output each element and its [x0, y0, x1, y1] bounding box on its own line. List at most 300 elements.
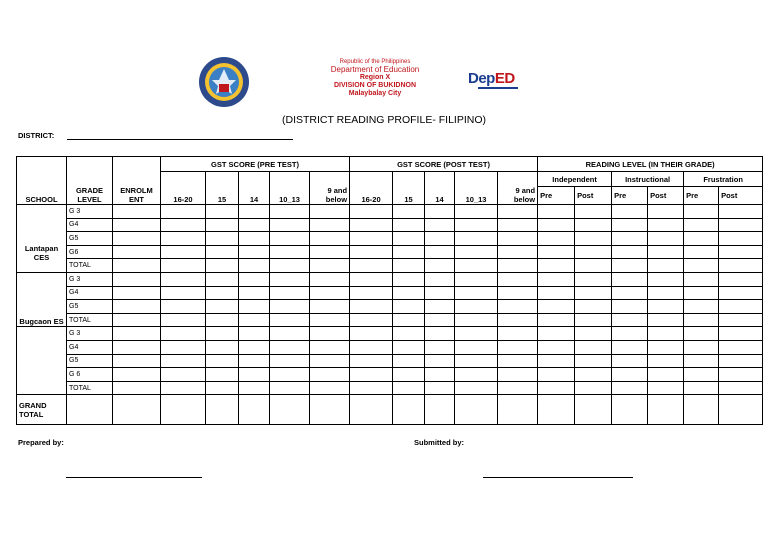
grand-total-row — [17, 395, 763, 425]
data-cell[interactable] — [239, 354, 270, 368]
pre-test-header: GST SCORE (PRE TEST) — [161, 157, 350, 172]
data-cell[interactable] — [161, 218, 206, 232]
data-cell[interactable] — [425, 381, 455, 395]
grade-level-cell: G 6 — [67, 368, 113, 382]
data-cell[interactable] — [393, 259, 425, 273]
data-cell[interactable] — [350, 205, 393, 219]
district-label: DISTRICT: — [18, 131, 55, 140]
data-cell[interactable] — [575, 381, 612, 395]
data-cell[interactable] — [538, 354, 575, 368]
data-cell[interactable] — [425, 272, 455, 286]
data-cell[interactable] — [310, 205, 350, 219]
data-cell[interactable] — [425, 232, 455, 246]
data-cell[interactable] — [684, 286, 719, 300]
data-cell[interactable] — [393, 395, 425, 425]
data-cell[interactable] — [684, 368, 719, 382]
data-cell[interactable] — [538, 300, 575, 314]
data-cell[interactable] — [612, 259, 648, 273]
data-cell[interactable] — [113, 218, 161, 232]
data-cell[interactable] — [393, 205, 425, 219]
data-cell[interactable] — [206, 245, 239, 259]
data-cell[interactable] — [538, 286, 575, 300]
data-cell[interactable] — [310, 368, 350, 382]
data-cell[interactable] — [498, 313, 538, 327]
data-cell[interactable] — [425, 205, 455, 219]
data-cell[interactable] — [425, 395, 455, 425]
data-cell[interactable] — [684, 300, 719, 314]
data-cell[interactable] — [612, 300, 648, 314]
instructional-header: Instructional — [612, 172, 684, 187]
data-cell[interactable] — [648, 245, 684, 259]
data-cell[interactable] — [310, 313, 350, 327]
data-cell[interactable] — [648, 205, 684, 219]
data-cell[interactable] — [498, 259, 538, 273]
data-cell[interactable] — [161, 272, 206, 286]
data-cell[interactable] — [455, 205, 498, 219]
data-cell[interactable] — [161, 245, 206, 259]
data-cell[interactable] — [684, 354, 719, 368]
data-cell[interactable] — [67, 395, 113, 425]
deped-logo-dep: Dep — [468, 70, 495, 87]
data-cell[interactable] — [575, 218, 612, 232]
data-cell[interactable] — [719, 205, 763, 219]
data-cell[interactable] — [498, 395, 538, 425]
data-cell[interactable] — [455, 300, 498, 314]
data-cell[interactable] — [113, 245, 161, 259]
data-cell[interactable] — [350, 395, 393, 425]
data-cell[interactable] — [350, 327, 393, 341]
data-cell[interactable] — [113, 368, 161, 382]
data-cell[interactable] — [161, 300, 206, 314]
data-cell[interactable] — [161, 313, 206, 327]
data-cell[interactable] — [719, 259, 763, 273]
data-cell[interactable] — [350, 245, 393, 259]
data-cell[interactable] — [206, 381, 239, 395]
data-cell[interactable] — [455, 272, 498, 286]
data-cell[interactable] — [161, 381, 206, 395]
data-cell[interactable] — [612, 313, 648, 327]
data-cell[interactable] — [310, 395, 350, 425]
data-cell[interactable] — [350, 300, 393, 314]
data-cell[interactable] — [498, 340, 538, 354]
data-cell[interactable] — [270, 395, 310, 425]
data-cell[interactable] — [719, 313, 763, 327]
frustration-pre: Pre — [684, 187, 719, 205]
data-cell[interactable] — [239, 300, 270, 314]
data-cell[interactable] — [612, 205, 648, 219]
city-label: Malaybalay City — [348, 90, 402, 97]
data-cell[interactable] — [113, 205, 161, 219]
data-cell[interactable] — [425, 259, 455, 273]
data-cell[interactable] — [239, 381, 270, 395]
data-cell[interactable] — [684, 272, 719, 286]
data-cell[interactable] — [684, 259, 719, 273]
data-cell[interactable] — [113, 232, 161, 246]
pre-score-col-5: 9 and below — [310, 172, 350, 205]
data-cell[interactable] — [648, 313, 684, 327]
data-cell[interactable] — [648, 232, 684, 246]
data-cell[interactable] — [612, 245, 648, 259]
data-cell[interactable] — [239, 286, 270, 300]
data-cell[interactable] — [498, 245, 538, 259]
data-cell[interactable] — [455, 340, 498, 354]
data-cell[interactable] — [270, 232, 310, 246]
data-cell[interactable] — [455, 232, 498, 246]
data-cell[interactable] — [538, 205, 575, 219]
data-cell[interactable] — [206, 205, 239, 219]
data-cell[interactable] — [648, 300, 684, 314]
data-cell[interactable] — [393, 327, 425, 341]
data-cell[interactable] — [719, 381, 763, 395]
data-cell[interactable] — [206, 286, 239, 300]
data-cell[interactable] — [684, 381, 719, 395]
data-cell[interactable] — [270, 245, 310, 259]
data-cell[interactable] — [393, 313, 425, 327]
reading-level-header: READING LEVEL (IN THEIR GRADE) — [538, 157, 763, 172]
data-cell[interactable] — [425, 245, 455, 259]
data-cell[interactable] — [684, 232, 719, 246]
data-cell[interactable] — [538, 381, 575, 395]
data-cell[interactable] — [310, 272, 350, 286]
data-cell[interactable] — [270, 381, 310, 395]
data-cell[interactable] — [206, 354, 239, 368]
data-cell[interactable] — [350, 259, 393, 273]
data-cell[interactable] — [161, 395, 206, 425]
grade-level-cell: G4 — [67, 340, 113, 354]
data-cell[interactable] — [270, 286, 310, 300]
data-cell[interactable] — [498, 205, 538, 219]
data-cell[interactable] — [719, 395, 763, 425]
data-cell[interactable] — [206, 313, 239, 327]
data-cell[interactable] — [350, 381, 393, 395]
data-cell[interactable] — [425, 354, 455, 368]
data-cell[interactable] — [310, 327, 350, 341]
data-cell[interactable] — [538, 259, 575, 273]
data-cell[interactable] — [684, 218, 719, 232]
data-cell[interactable] — [612, 232, 648, 246]
data-cell[interactable] — [612, 381, 648, 395]
data-cell[interactable] — [239, 313, 270, 327]
data-cell[interactable] — [498, 300, 538, 314]
data-cell[interactable] — [161, 327, 206, 341]
data-cell[interactable] — [270, 354, 310, 368]
data-cell[interactable] — [310, 340, 350, 354]
data-cell[interactable] — [498, 218, 538, 232]
prepared-signature-line[interactable] — [66, 477, 202, 478]
data-cell[interactable] — [575, 395, 612, 425]
deped-logo-underline — [478, 87, 518, 89]
data-cell[interactable] — [393, 381, 425, 395]
submitted-signature-line[interactable] — [483, 477, 633, 478]
data-cell[interactable] — [455, 395, 498, 425]
data-cell[interactable] — [498, 354, 538, 368]
data-cell[interactable] — [612, 395, 648, 425]
data-cell[interactable] — [239, 340, 270, 354]
data-cell[interactable] — [575, 205, 612, 219]
table-row — [17, 286, 763, 300]
data-cell[interactable] — [612, 272, 648, 286]
data-cell[interactable] — [350, 272, 393, 286]
data-cell[interactable] — [498, 327, 538, 341]
data-cell[interactable] — [648, 286, 684, 300]
data-cell[interactable] — [206, 218, 239, 232]
data-cell[interactable] — [719, 272, 763, 286]
data-cell[interactable] — [113, 354, 161, 368]
grade-level-cell: G4 — [67, 218, 113, 232]
data-cell[interactable] — [206, 368, 239, 382]
data-cell[interactable] — [206, 300, 239, 314]
data-cell[interactable] — [425, 327, 455, 341]
data-cell[interactable] — [239, 205, 270, 219]
data-cell[interactable] — [270, 259, 310, 273]
data-cell[interactable] — [538, 245, 575, 259]
data-cell[interactable] — [393, 218, 425, 232]
data-cell[interactable] — [684, 313, 719, 327]
data-cell[interactable] — [206, 259, 239, 273]
data-cell[interactable] — [538, 395, 575, 425]
table-row — [17, 232, 763, 246]
data-cell[interactable] — [612, 354, 648, 368]
data-cell[interactable] — [498, 381, 538, 395]
data-cell[interactable] — [575, 245, 612, 259]
data-cell[interactable] — [310, 381, 350, 395]
data-cell[interactable] — [538, 327, 575, 341]
grade-level-cell: G5 — [67, 232, 113, 246]
data-cell[interactable] — [648, 395, 684, 425]
data-cell[interactable] — [206, 272, 239, 286]
data-cell[interactable] — [538, 272, 575, 286]
grade-level-cell: G 3 — [67, 205, 113, 219]
post-score-col-3: 14 — [425, 172, 455, 205]
post-score-col-1: 16-20 — [350, 172, 393, 205]
instructional-post: Post — [648, 187, 684, 205]
data-cell[interactable] — [161, 286, 206, 300]
data-cell[interactable] — [719, 354, 763, 368]
data-cell[interactable] — [575, 313, 612, 327]
data-cell[interactable] — [239, 218, 270, 232]
data-cell[interactable] — [538, 232, 575, 246]
data-cell[interactable] — [113, 340, 161, 354]
data-cell[interactable] — [310, 245, 350, 259]
table-row — [17, 272, 763, 286]
enrolment-header: ENROLM ENT — [113, 157, 161, 205]
data-cell[interactable] — [719, 368, 763, 382]
data-cell[interactable] — [113, 259, 161, 273]
data-cell[interactable] — [648, 381, 684, 395]
grade-level-cell: TOTAL — [67, 313, 113, 327]
data-cell[interactable] — [612, 286, 648, 300]
data-cell[interactable] — [648, 340, 684, 354]
data-cell[interactable] — [206, 232, 239, 246]
data-cell[interactable] — [113, 327, 161, 341]
data-cell[interactable] — [648, 272, 684, 286]
table-row — [17, 245, 763, 259]
data-cell[interactable] — [393, 232, 425, 246]
data-cell[interactable] — [719, 340, 763, 354]
data-cell[interactable] — [393, 245, 425, 259]
data-cell[interactable] — [575, 232, 612, 246]
data-cell[interactable] — [270, 340, 310, 354]
data-cell[interactable] — [161, 232, 206, 246]
table-row — [17, 205, 763, 219]
data-cell[interactable] — [719, 245, 763, 259]
data-cell[interactable] — [575, 327, 612, 341]
data-cell[interactable] — [612, 340, 648, 354]
data-cell[interactable] — [538, 368, 575, 382]
data-cell[interactable] — [425, 286, 455, 300]
data-cell[interactable] — [270, 300, 310, 314]
data-cell[interactable] — [310, 218, 350, 232]
data-cell[interactable] — [425, 300, 455, 314]
data-cell[interactable] — [161, 259, 206, 273]
data-cell[interactable] — [498, 368, 538, 382]
data-cell[interactable] — [575, 259, 612, 273]
data-cell[interactable] — [239, 245, 270, 259]
data-cell[interactable] — [648, 327, 684, 341]
data-cell[interactable] — [161, 354, 206, 368]
data-cell[interactable] — [113, 395, 161, 425]
data-cell[interactable] — [350, 286, 393, 300]
deped-seal-icon — [198, 56, 250, 108]
data-cell[interactable] — [425, 368, 455, 382]
data-cell[interactable] — [350, 313, 393, 327]
republic-label: Republic of the Philippines — [339, 59, 411, 65]
data-cell[interactable] — [239, 272, 270, 286]
data-cell[interactable] — [498, 232, 538, 246]
data-cell[interactable] — [719, 218, 763, 232]
data-cell[interactable] — [393, 340, 425, 354]
data-cell[interactable] — [393, 300, 425, 314]
table-row — [17, 327, 763, 341]
data-cell[interactable] — [239, 259, 270, 273]
data-cell[interactable] — [393, 354, 425, 368]
data-cell[interactable] — [206, 395, 239, 425]
data-cell[interactable] — [498, 272, 538, 286]
data-cell[interactable] — [575, 368, 612, 382]
school-name-cell: Lantapan CES — [17, 205, 67, 273]
data-cell[interactable] — [393, 286, 425, 300]
data-cell[interactable] — [350, 232, 393, 246]
data-cell[interactable] — [270, 218, 310, 232]
data-cell[interactable] — [393, 368, 425, 382]
prepared-by-label: Prepared by: — [18, 438, 64, 447]
data-cell[interactable] — [538, 218, 575, 232]
data-cell[interactable] — [684, 327, 719, 341]
data-cell[interactable] — [310, 354, 350, 368]
data-cell[interactable] — [310, 300, 350, 314]
data-cell[interactable] — [270, 368, 310, 382]
data-cell[interactable] — [350, 354, 393, 368]
data-cell[interactable] — [538, 313, 575, 327]
data-cell[interactable] — [239, 368, 270, 382]
grade-level-cell: G6 — [67, 245, 113, 259]
data-cell[interactable] — [719, 327, 763, 341]
data-cell[interactable] — [684, 205, 719, 219]
data-cell[interactable] — [575, 272, 612, 286]
data-cell[interactable] — [719, 300, 763, 314]
independent-post: Post — [575, 187, 612, 205]
data-cell[interactable] — [648, 218, 684, 232]
data-cell[interactable] — [113, 300, 161, 314]
data-cell[interactable] — [684, 340, 719, 354]
data-cell[interactable] — [161, 205, 206, 219]
data-cell[interactable] — [161, 368, 206, 382]
data-cell[interactable] — [425, 218, 455, 232]
data-cell[interactable] — [270, 327, 310, 341]
data-cell[interactable] — [239, 395, 270, 425]
data-cell[interactable] — [719, 232, 763, 246]
pre-score-col-2: 15 — [206, 172, 239, 205]
school-header: SCHOOL — [17, 157, 67, 205]
data-cell[interactable] — [113, 381, 161, 395]
data-cell[interactable] — [113, 286, 161, 300]
data-cell[interactable] — [575, 354, 612, 368]
data-cell[interactable] — [270, 313, 310, 327]
data-cell[interactable] — [612, 218, 648, 232]
data-cell[interactable] — [270, 205, 310, 219]
data-cell[interactable] — [684, 395, 719, 425]
data-cell[interactable] — [648, 354, 684, 368]
data-cell[interactable] — [455, 286, 498, 300]
data-cell[interactable] — [270, 272, 310, 286]
data-cell[interactable] — [684, 245, 719, 259]
data-cell[interactable] — [310, 259, 350, 273]
data-cell[interactable] — [455, 381, 498, 395]
independent-header: Independent — [538, 172, 612, 187]
pre-score-col-1: 16-20 — [161, 172, 206, 205]
data-cell[interactable] — [310, 232, 350, 246]
data-cell[interactable] — [575, 340, 612, 354]
data-cell[interactable] — [575, 300, 612, 314]
data-cell[interactable] — [498, 286, 538, 300]
data-cell[interactable] — [393, 272, 425, 286]
data-cell[interactable] — [719, 286, 763, 300]
data-cell[interactable] — [206, 327, 239, 341]
data-cell[interactable] — [425, 340, 455, 354]
district-field-line — [67, 139, 293, 140]
data-cell[interactable] — [239, 327, 270, 341]
grand-total-label: GRAND TOTAL — [17, 395, 67, 425]
data-cell[interactable] — [350, 340, 393, 354]
agency-name-block — [290, 58, 460, 98]
data-cell[interactable] — [648, 368, 684, 382]
data-cell[interactable] — [425, 313, 455, 327]
data-cell[interactable] — [455, 354, 498, 368]
data-cell[interactable] — [239, 232, 270, 246]
data-cell[interactable] — [113, 313, 161, 327]
data-cell[interactable] — [538, 340, 575, 354]
data-cell[interactable] — [455, 313, 498, 327]
data-cell[interactable] — [455, 245, 498, 259]
header-row-1 — [17, 157, 763, 172]
data-cell[interactable] — [575, 286, 612, 300]
data-cell[interactable] — [455, 368, 498, 382]
data-cell[interactable] — [350, 368, 393, 382]
data-cell[interactable] — [310, 286, 350, 300]
data-cell[interactable] — [612, 327, 648, 341]
data-cell[interactable] — [455, 327, 498, 341]
grade-level-cell: G5 — [67, 300, 113, 314]
data-cell[interactable] — [161, 340, 206, 354]
deped-logo-ed: ED — [494, 70, 515, 87]
data-cell[interactable] — [612, 368, 648, 382]
data-cell[interactable] — [350, 218, 393, 232]
data-cell[interactable] — [455, 259, 498, 273]
data-cell[interactable] — [648, 259, 684, 273]
data-cell[interactable] — [455, 218, 498, 232]
data-cell[interactable] — [113, 272, 161, 286]
data-cell[interactable] — [206, 340, 239, 354]
